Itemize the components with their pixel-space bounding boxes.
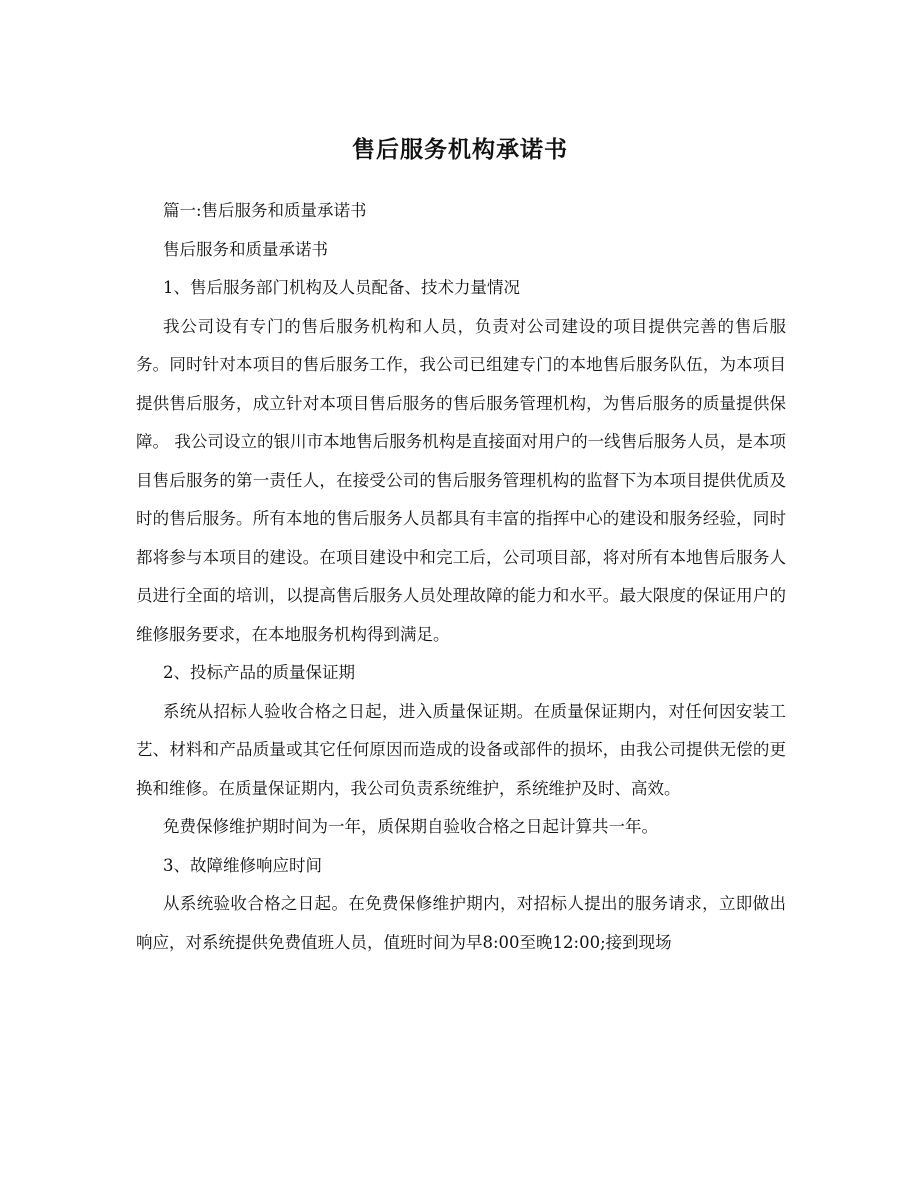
paragraph-section-heading: 篇一:售后服务和质量承诺书 [163, 201, 367, 220]
document-body [136, 192, 786, 962]
paragraph-item-2-body: 系统从招标人验收合格之日起，进入质量保证期。在质量保证期内，对任何因安装工艺、材料和产品质量或其它任何原因而造成的设备或部件的损坏，由我公司提供无偿的更换和维修。在质量保证期内，我公司负责系统维护，系统维护及时、高效。 [136, 701, 786, 798]
paragraph-item-1-body: 我公司设有专门的售后服务机构和人员，负责对公司建设的项目提供完善的售后服务。同时针对本项目的售后服务工作，我公司已组建专门的本地售后服务队伍，为本项目提供售后服务，成立针对本项目售后服务的售后服务管理机构，为售后服务的质量提供保障。 我公司设立的银川市本地售后服务机构是直接面对用户的一线售后服务人员，是本项目售后服务的第一责任人，在接受公司的售后服务管理机构的监督下为本项目提供优质及时的售后服务。所有本地的售后服务人员都具有丰富的指挥中心的建设和服务经验，同时都将参与本项目的建设。在项目建设中和完工后，公司项目部，将对所有本地售后服务人员进行全面的培训，以提高售后服务人员处理故障的能力和水平。最大限度的保证用户的维修服务要求，在本地服务机构得到满足。 [136, 316, 786, 644]
paragraph-item-2-note: 免费保修维护期时间为一年，质保期自验收合格之日起计算共一年。 [163, 817, 658, 836]
paragraph-item-3-body: 从系统验收合格之日起。在免费保修维护期内，对招标人提出的服务请求，立即做出响应，对系统提供免费值班人员，值班时间为早8:00至晚12:00;接到现场 [136, 894, 786, 952]
paragraph-item-3-heading: 3、故障维修响应时间 [163, 855, 322, 875]
paragraph-item-1-heading: 1、售后服务部门机构及人员配备、技术力量情况 [163, 278, 520, 297]
document-title: 售后服务机构承诺书 [352, 136, 568, 163]
paragraph-item-2-heading: 2、投标产品的质量保证期 [163, 663, 355, 682]
paragraph-subtitle: 售后服务和质量承诺书 [163, 239, 328, 259]
